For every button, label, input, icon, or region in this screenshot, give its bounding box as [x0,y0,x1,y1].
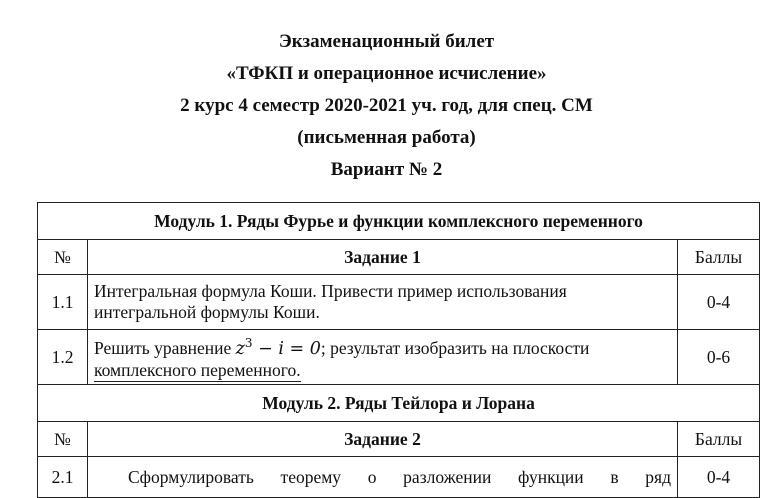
task-points: 0-4 [678,275,760,330]
column-points-header: Баллы [678,240,760,275]
module-1-title-row [38,203,760,240]
equation-rest: − i = 0 [252,338,321,359]
course-details: 2 курс 4 семестр 2020-2021 уч. год, для спец. СМ [180,95,593,116]
task-text: Сформулировать теорему о разложении функции в ряд [88,457,678,498]
module-2-title: Модуль 2. Ряды Тейлора и Лорана [38,385,760,422]
variant-number: Вариант № 2 [330,159,443,180]
task-text [88,275,678,330]
module-2-header-row [38,422,760,457]
task-points: 0-4 [678,457,760,498]
column-points-header: Баллы [678,422,760,457]
task-text [88,330,678,385]
tasks-table [37,202,760,498]
task-text-line: комплексного переменного. [94,359,301,380]
module-1-title: Модуль 1. Ряды Фурье и функции комплексного переменного [38,203,760,240]
equation-exponent: 3 [244,336,253,351]
table-row [38,457,760,498]
equation [235,336,321,359]
course-name: «ТФКП и операционное исчисление» [226,63,547,84]
task-text-line: Решить уравнение [94,337,236,358]
equation-variable: z [235,338,245,359]
table-row [38,275,760,330]
module-2-title-row [38,385,760,422]
task-text-line: интегральной формулы Коши. [94,302,320,322]
module-1-header-row [38,240,760,275]
ticket-title: Экзаменационный билет [278,31,495,52]
column-task-header: Задание 1 [88,240,678,275]
table-row [38,330,760,385]
column-number-header: № [38,240,88,275]
task-number: 2.1 [38,457,88,498]
task-text-line: Интегральная формула Коши. Привести пример использования [94,281,567,301]
task-points: 0-6 [678,330,760,385]
task-text-line: ; результат изобразить на плоскости [320,337,590,358]
column-task-header: Задание 2 [88,422,678,457]
task-number: 1.1 [38,275,88,330]
work-type: (письменная работа) [297,127,476,148]
column-number-header: № [38,422,88,457]
task-number: 1.2 [38,330,88,385]
